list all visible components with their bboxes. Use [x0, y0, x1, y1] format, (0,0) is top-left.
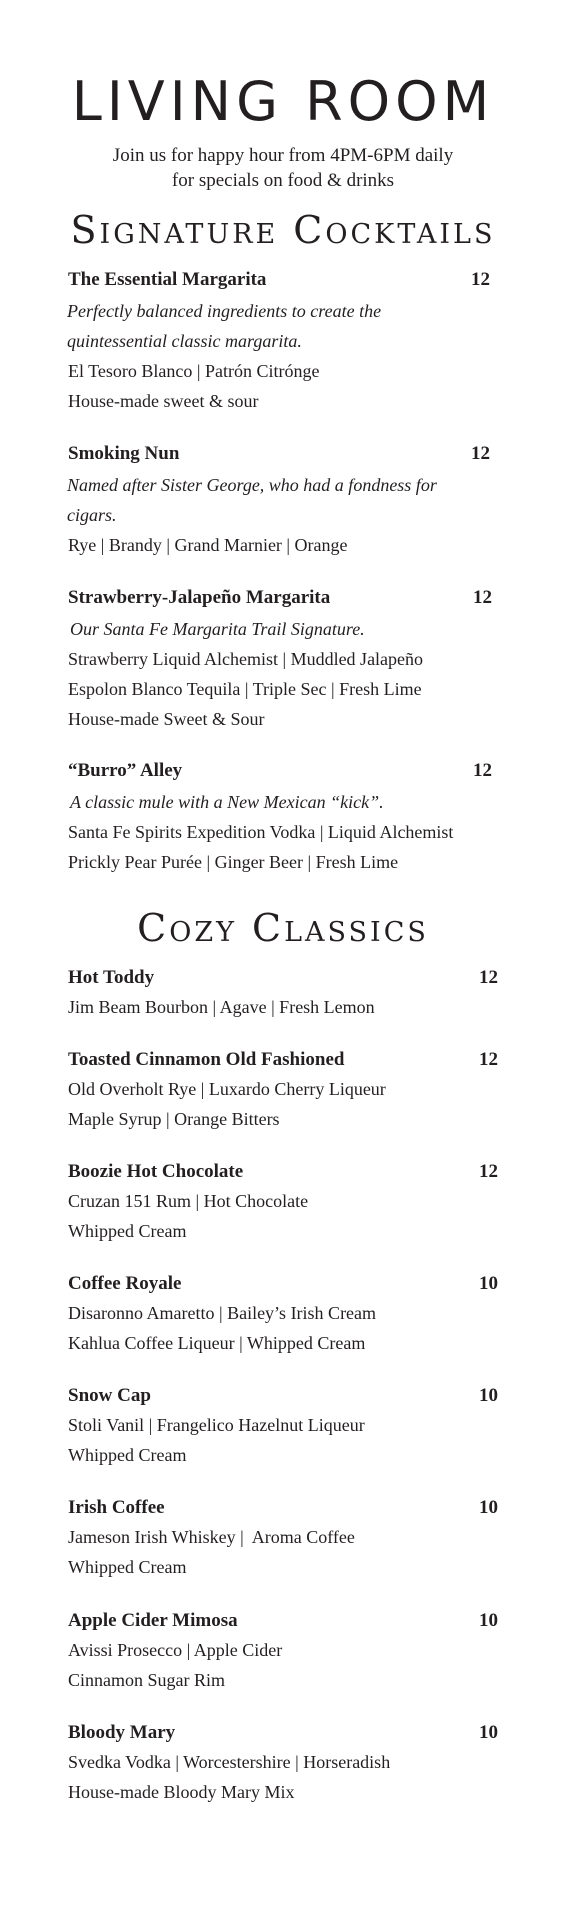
menu-item	[68, 1046, 498, 1134]
item-ingredients: Whipped Cream	[68, 1557, 187, 1577]
item-ingredients: Whipped Cream	[68, 1445, 187, 1465]
item-ingredients: Svedka Vodka | Worcestershire | Horseradish	[68, 1752, 391, 1772]
menu-item	[68, 1158, 498, 1246]
item-name: Coffee Royale	[68, 1273, 182, 1294]
menu-item	[68, 1607, 498, 1695]
item-ingredients: Old Overholt Rye | Luxardo Cherry Liqueur	[68, 1079, 386, 1099]
item-name: Strawberry-Jalapeño Margarita	[68, 587, 331, 608]
item-ingredients: Disaronno Amaretto | Bailey’s Irish Cream	[68, 1303, 377, 1323]
item-ingredients: House-made Sweet & Sour	[68, 709, 265, 729]
intro-line-2: for specials on food & drinks	[171, 170, 395, 191]
menu-item	[68, 1494, 498, 1582]
page-title: LIVING ROOM	[71, 70, 495, 133]
item-price: 12	[479, 1161, 498, 1182]
item-price: 12	[479, 1049, 498, 1070]
item-ingredients: Santa Fe Spirits Expedition Vodka | Liquid Alchemist	[68, 822, 454, 842]
item-ingredients: Strawberry Liquid Alchemist | Muddled Jalapeño	[68, 649, 424, 669]
item-ingredients: Rye | Brandy | Grand Marnier | Orange	[68, 535, 348, 555]
section-heading-signature: Signature Cocktails	[70, 208, 496, 252]
item-price: 12	[479, 967, 498, 988]
menu-item	[68, 1382, 498, 1470]
item-name: Boozie Hot Chocolate	[68, 1161, 244, 1182]
intro-line-1: Join us for happy hour from 4PM-6PM daily	[112, 145, 454, 166]
item-price: 10	[479, 1497, 498, 1518]
happy-hour-intro	[0, 143, 566, 193]
item-name: Toasted Cinnamon Old Fashioned	[68, 1049, 345, 1070]
item-ingredients: El Tesoro Blanco | Patrón Citrónge	[68, 361, 320, 381]
item-ingredients: House-made Bloody Mary Mix	[68, 1782, 295, 1802]
item-ingredients: Cinnamon Sugar Rim	[68, 1670, 225, 1690]
menu-item	[68, 757, 498, 877]
item-name: Irish Coffee	[68, 1497, 165, 1518]
item-name: The Essential Margarita	[68, 269, 267, 290]
item-price: 10	[479, 1722, 498, 1743]
item-ingredients: House-made sweet & sour	[68, 391, 259, 411]
menu-item	[68, 440, 498, 560]
menu-item	[68, 266, 498, 416]
item-description: A classic mule with a New Mexican “kick”.	[70, 792, 384, 812]
item-description: Our Santa Fe Margarita Trail Signature.	[70, 619, 365, 639]
item-name: Smoking Nun	[68, 443, 180, 464]
item-name: Bloody Mary	[68, 1722, 176, 1743]
item-name: Apple Cider Mimosa	[68, 1610, 238, 1631]
item-ingredients: Jameson Irish Whiskey | Aroma Coffee	[68, 1527, 355, 1547]
item-ingredients: Espolon Blanco Tequila | Triple Sec | Fresh Lime	[68, 679, 422, 699]
item-price: 12	[473, 587, 492, 608]
item-ingredients: Avissi Prosecco | Apple Cider	[68, 1640, 283, 1660]
item-ingredients: Maple Syrup | Orange Bitters	[68, 1109, 280, 1129]
item-ingredients: Whipped Cream	[68, 1221, 187, 1241]
menu-item	[68, 1719, 498, 1807]
item-price: 12	[471, 443, 490, 464]
item-ingredients: Stoli Vanil | Frangelico Hazelnut Liqueur	[68, 1415, 365, 1435]
item-ingredients: Kahlua Coffee Liqueur | Whipped Cream	[68, 1333, 366, 1353]
item-price: 12	[473, 760, 492, 781]
item-description: Named after Sister George, who had a fondness for cigars.	[67, 475, 437, 525]
item-price: 10	[479, 1273, 498, 1294]
item-description: Perfectly balanced ingredients to create the quintessential classic margarita.	[67, 301, 382, 351]
item-price: 12	[471, 269, 490, 290]
menu-item	[68, 1270, 498, 1358]
item-name: Snow Cap	[68, 1385, 151, 1406]
item-name: Hot Toddy	[68, 967, 155, 988]
item-ingredients: Cruzan 151 Rum | Hot Chocolate	[68, 1191, 309, 1211]
item-name: “Burro” Alley	[68, 760, 183, 781]
item-price: 10	[479, 1610, 498, 1631]
item-ingredients: Prickly Pear Purée | Ginger Beer | Fresh Lime	[68, 852, 399, 872]
item-price: 10	[479, 1385, 498, 1406]
menu-item	[68, 584, 498, 734]
item-ingredients: Jim Beam Bourbon | Agave | Fresh Lemon	[68, 997, 375, 1017]
menu-item	[68, 964, 498, 1022]
section-heading-cozy: Cozy Classics	[137, 906, 429, 950]
